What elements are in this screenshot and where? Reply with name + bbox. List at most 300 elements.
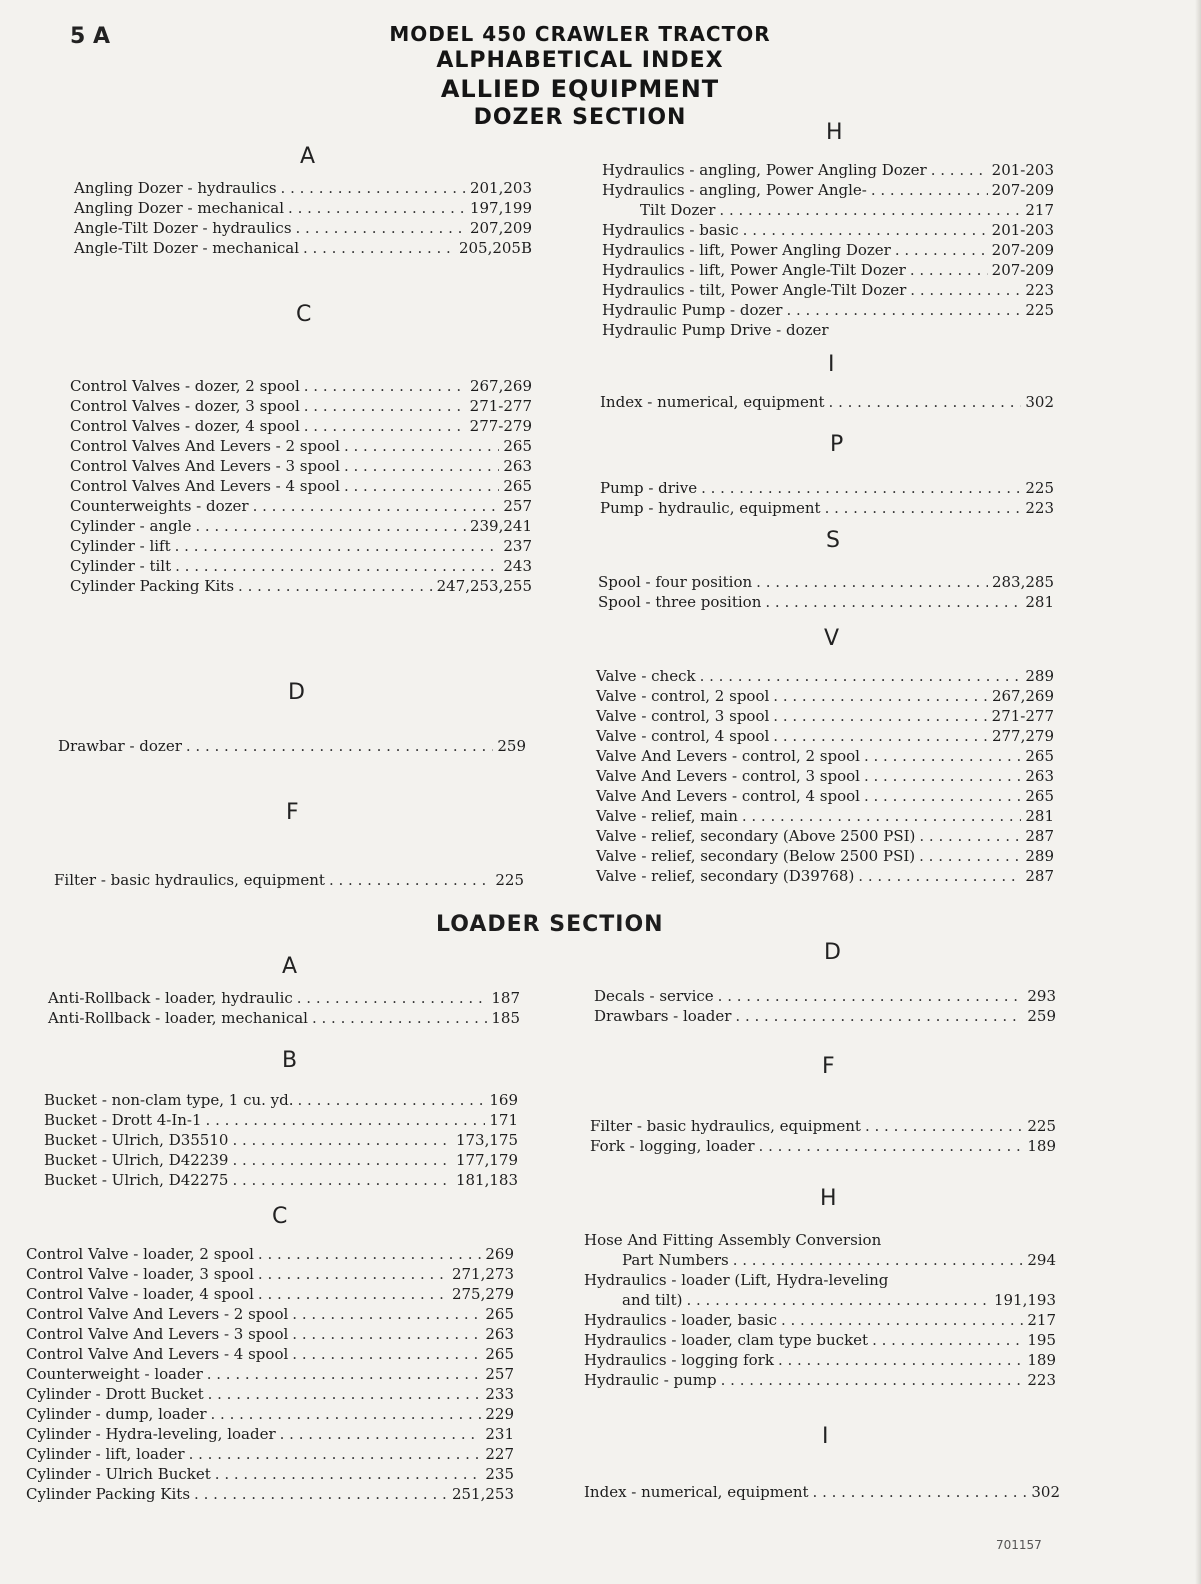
dot-leader	[871, 180, 988, 200]
dot-leader	[700, 666, 1022, 686]
loader-group-h	[584, 1230, 1056, 1390]
index-entry	[26, 1364, 514, 1384]
index-entry	[600, 392, 1054, 412]
dozer-group-f	[54, 870, 524, 890]
entry-label: Bucket - non-clam type, 1 cu. yd.	[44, 1091, 294, 1109]
entry-label: and tilt)	[622, 1291, 683, 1309]
entry-page: 187	[491, 989, 520, 1007]
entry-label: Counterweight - loader	[26, 1365, 203, 1383]
index-entry	[26, 1284, 514, 1304]
dozer-section-title: DOZER SECTION	[473, 105, 687, 130]
entry-page: 225	[1027, 1117, 1056, 1135]
index-entry	[596, 786, 1054, 806]
entry-page: 207-209	[991, 261, 1054, 279]
entry-label: Counterweights - dozer	[70, 497, 249, 515]
dot-leader	[304, 416, 466, 436]
index-entry	[596, 706, 1054, 726]
dot-leader	[281, 178, 466, 198]
index-entry	[602, 280, 1054, 300]
dot-leader	[292, 1324, 481, 1344]
entry-label: Cylinder - Drott Bucket	[26, 1385, 204, 1403]
entry-label: Hydraulics - lift, Power Angling Dozer	[602, 241, 891, 259]
index-entry	[584, 1482, 1060, 1502]
dozer-letter-h: H	[826, 120, 843, 145]
entry-label: Angling Dozer - hydraulics	[74, 179, 277, 197]
index-entry	[600, 498, 1054, 518]
index-entry	[58, 736, 526, 756]
index-entry	[594, 1006, 1056, 1026]
dot-leader	[765, 592, 1021, 612]
index-entry	[596, 686, 1054, 706]
dot-leader	[189, 1444, 482, 1464]
dot-leader	[186, 736, 493, 756]
entry-page: 289	[1025, 667, 1054, 685]
index-entry	[596, 806, 1054, 826]
index-entry	[70, 416, 532, 436]
dot-leader	[175, 536, 500, 556]
dot-leader	[910, 280, 1021, 300]
index-entry	[70, 396, 532, 416]
entry-page: 169	[489, 1091, 518, 1109]
index-entry	[26, 1264, 514, 1284]
dot-leader	[919, 826, 1021, 846]
entry-label: Hydraulics - loader, basic	[584, 1311, 777, 1329]
entry-page: 265	[1025, 787, 1054, 805]
dozer-letter-a: A	[300, 144, 316, 169]
index-entry	[602, 320, 1054, 340]
dot-leader	[232, 1130, 452, 1150]
index-entry	[44, 1170, 518, 1190]
dozer-group-c	[70, 376, 532, 596]
loader-letter-c: C	[272, 1204, 288, 1229]
dot-leader	[781, 1310, 1023, 1330]
index-entry	[596, 866, 1054, 886]
index-entry	[596, 746, 1054, 766]
dot-leader	[258, 1244, 481, 1264]
index-entry	[44, 1150, 518, 1170]
dozer-group-i	[600, 392, 1054, 412]
index-entry	[74, 238, 532, 258]
entry-page: 263	[485, 1325, 514, 1343]
entry-page: 225	[1025, 479, 1054, 497]
entry-label: Valve - check	[596, 667, 696, 685]
index-entry	[26, 1464, 514, 1484]
dot-leader	[329, 870, 491, 890]
entry-page: 225	[1025, 301, 1054, 319]
entry-page: 235	[485, 1465, 514, 1483]
entry-label: Bucket - Ulrich, D42275	[44, 1171, 229, 1189]
index-entry	[70, 556, 532, 576]
index-entry	[598, 572, 1054, 592]
index-entry	[584, 1230, 1056, 1250]
loader-group-f	[590, 1116, 1056, 1156]
index-entry-continuation	[584, 1250, 1056, 1270]
entry-page: 223	[1025, 499, 1054, 517]
dot-leader	[773, 686, 988, 706]
entry-label: Control Valves - dozer, 2 spool	[70, 377, 300, 395]
entry-label: Cylinder - dump, loader	[26, 1405, 207, 1423]
entry-page: 207-209	[991, 241, 1054, 259]
index-entry	[602, 160, 1054, 180]
loader-letter-h: H	[820, 1186, 837, 1211]
entry-page: 217	[1025, 201, 1054, 219]
index-entry	[74, 178, 532, 198]
dozer-letter-s: S	[826, 528, 840, 553]
entry-label: Control Valve - loader, 2 spool	[26, 1245, 254, 1263]
entry-page: 205,205B	[458, 239, 532, 257]
index-entry	[584, 1330, 1056, 1350]
entry-label: Bucket - Ulrich, D35510	[44, 1131, 229, 1149]
dot-leader	[312, 1008, 487, 1028]
dot-leader	[778, 1350, 1023, 1370]
dot-leader	[232, 1170, 452, 1190]
dozer-letter-f: F	[286, 800, 299, 825]
entry-label: Fork - logging, loader	[590, 1137, 755, 1155]
entry-label: Valve And Levers - control, 3 spool	[596, 767, 860, 785]
page-edge-shadow	[1195, 0, 1201, 1584]
entry-label: Cylinder - lift	[70, 537, 171, 555]
entry-page: 267,269	[991, 687, 1054, 705]
dot-leader	[280, 1424, 482, 1444]
entry-label: Control Valve - loader, 4 spool	[26, 1285, 254, 1303]
entry-page: 251,253	[451, 1485, 514, 1503]
dot-leader	[207, 1364, 482, 1384]
entry-label: Drawbar - dozer	[58, 737, 182, 755]
loader-letter-a: A	[282, 954, 298, 979]
entry-label: Control Valve And Levers - 4 spool	[26, 1345, 289, 1363]
dot-leader	[195, 516, 466, 536]
entry-page: 201,203	[469, 179, 532, 197]
entry-label: Hydraulics - loader, clam type bucket	[584, 1331, 869, 1349]
dot-leader	[931, 160, 988, 180]
entry-page: 177,179	[455, 1151, 518, 1169]
index-entry-continuation	[584, 1290, 1056, 1310]
index-entry	[54, 870, 524, 890]
entry-page: 173,175	[455, 1131, 518, 1149]
index-entry	[26, 1444, 514, 1464]
dot-leader	[773, 726, 988, 746]
dot-leader	[292, 1344, 481, 1364]
loader-section-title: LOADER SECTION	[436, 912, 664, 937]
entry-label: Pump - drive	[600, 479, 698, 497]
entry-page: 287	[1025, 827, 1054, 845]
index-entry	[70, 436, 532, 456]
entry-page: 225	[495, 871, 524, 889]
entry-page: 265	[485, 1345, 514, 1363]
entry-label: Anti-Rollback - loader, hydraulic	[48, 989, 293, 1007]
dot-leader	[194, 1484, 448, 1504]
dot-leader	[742, 806, 1022, 826]
entry-page: 207-209	[991, 181, 1054, 199]
index-entry	[584, 1350, 1056, 1370]
entry-label: Control Valve And Levers - 2 spool	[26, 1305, 289, 1323]
entry-label: Bucket - Ulrich, D42239	[44, 1151, 229, 1169]
dozer-group-s	[598, 572, 1054, 612]
entry-label: Hydraulic Pump - dozer	[602, 301, 783, 319]
index-entry	[70, 476, 532, 496]
model-title: MODEL 450 CRAWLER TRACTOR	[389, 22, 771, 46]
dot-leader	[759, 1136, 1024, 1156]
dot-leader	[773, 706, 987, 726]
entry-label: Hydraulics - angling, Power Angling Dozer	[602, 161, 927, 179]
dot-leader	[238, 576, 433, 596]
entry-label: Hose And Fitting Assembly Conversion	[584, 1231, 882, 1249]
entry-page: 287	[1025, 867, 1054, 885]
entry-page: 302	[1031, 1483, 1060, 1501]
entry-page: 277-279	[469, 417, 532, 435]
dozer-letter-i: I	[828, 352, 835, 377]
dot-leader	[208, 1384, 482, 1404]
index-entry	[26, 1484, 514, 1504]
entry-label: Valve - control, 2 spool	[596, 687, 770, 705]
entry-page: 229	[485, 1405, 514, 1423]
index-entry	[44, 1130, 518, 1150]
dot-leader	[864, 746, 1021, 766]
index-entry	[74, 198, 532, 218]
dozer-letter-c: C	[296, 302, 312, 327]
entry-label: Cylinder - lift, loader	[26, 1445, 185, 1463]
dot-leader	[298, 1090, 486, 1110]
entry-label: Filter - basic hydraulics, equipment	[590, 1117, 861, 1135]
entry-label: Anti-Rollback - loader, mechanical	[48, 1009, 308, 1027]
loader-group-i	[584, 1482, 1060, 1502]
entry-page: 185	[491, 1009, 520, 1027]
entry-page: 227	[485, 1445, 514, 1463]
index-entry	[590, 1116, 1056, 1136]
entry-label: Hydraulic - pump	[584, 1371, 717, 1389]
index-entry	[596, 666, 1054, 686]
entry-page: 269	[485, 1245, 514, 1263]
entry-label: Angle-Tilt Dozer - mechanical	[74, 239, 300, 257]
entry-page: 281	[1025, 593, 1054, 611]
document-code: 701157	[996, 1538, 1042, 1552]
dot-leader	[297, 988, 488, 1008]
entry-page: 231	[485, 1425, 514, 1443]
index-entry	[596, 846, 1054, 866]
entry-label: Hydraulics - angling, Power Angle-	[602, 181, 867, 199]
dot-leader	[701, 478, 1021, 498]
entry-page: 237	[503, 537, 532, 555]
entry-page: 191,193	[993, 1291, 1056, 1309]
entry-label: Pump - hydraulic, equipment	[600, 499, 821, 517]
entry-label: Decals - service	[594, 987, 714, 1005]
entry-label: Index - numerical, equipment	[584, 1483, 809, 1501]
dot-leader	[253, 496, 500, 516]
dot-leader	[786, 300, 1021, 320]
loader-letter-f: F	[822, 1054, 835, 1079]
entry-label: Hydraulic Pump Drive - dozer	[602, 321, 829, 339]
entry-page: 197,199	[469, 199, 532, 217]
entry-page: 257	[503, 497, 532, 515]
entry-page: 263	[1025, 767, 1054, 785]
entry-label: Control Valves And Levers - 2 spool	[70, 437, 340, 455]
entry-page: 201-203	[991, 221, 1054, 239]
dot-leader	[292, 1304, 481, 1324]
index-entry	[598, 592, 1054, 612]
entry-label: Part Numbers	[622, 1251, 729, 1269]
entry-label: Hydraulics - loader (Lift, Hydra-leveling	[584, 1271, 889, 1289]
index-entry	[44, 1090, 518, 1110]
entry-label: Spool - four position	[598, 573, 753, 591]
entry-page: 271-277	[991, 707, 1054, 725]
dot-leader	[344, 476, 499, 496]
dot-leader	[304, 396, 466, 416]
entry-label: Cylinder Packing Kits	[26, 1485, 191, 1503]
index-entry	[602, 300, 1054, 320]
entry-label: Control Valves - dozer, 4 spool	[70, 417, 300, 435]
loader-letter-i: I	[822, 1424, 829, 1449]
entry-page: 265	[1025, 747, 1054, 765]
index-entry	[600, 478, 1054, 498]
dot-leader	[743, 220, 988, 240]
entry-page: 275,279	[451, 1285, 514, 1303]
entry-label: Valve And Levers - control, 2 spool	[596, 747, 860, 765]
entry-label: Hydraulics - basic	[602, 221, 739, 239]
dot-leader	[215, 1464, 482, 1484]
index-entry	[70, 516, 532, 536]
entry-page: 195	[1027, 1331, 1056, 1349]
entry-page: 267,269	[469, 377, 532, 395]
index-entry	[590, 1136, 1056, 1156]
entry-page: 259	[497, 737, 526, 755]
dot-leader	[829, 392, 1022, 412]
dot-leader	[895, 240, 988, 260]
dot-leader	[872, 1330, 1023, 1350]
entry-label: Valve - relief, secondary (Below 2500 PSI)	[596, 847, 916, 865]
entry-page: 207,209	[469, 219, 532, 237]
entry-label: Angling Dozer - mechanical	[74, 199, 285, 217]
dozer-group-p	[600, 478, 1054, 518]
index-entry	[26, 1304, 514, 1324]
loader-letter-d: D	[824, 940, 841, 965]
entry-page: 223	[1025, 281, 1054, 299]
entry-label: Bucket - Drott 4-In-1	[44, 1111, 202, 1129]
loader-group-c	[26, 1244, 514, 1504]
entry-page: 181,183	[455, 1171, 518, 1189]
dozer-group-v	[596, 666, 1054, 886]
entry-page: 189	[1027, 1137, 1056, 1155]
entry-page: 217	[1027, 1311, 1056, 1329]
dot-leader	[258, 1264, 448, 1284]
entry-label: Control Valves And Levers - 3 spool	[70, 457, 340, 475]
dozer-letter-v: V	[824, 626, 840, 651]
allied-title: ALLIED EQUIPMENT	[440, 75, 720, 103]
index-entry	[584, 1370, 1056, 1390]
loader-group-d	[594, 986, 1056, 1026]
dozer-letter-p: P	[830, 432, 844, 457]
dozer-group-a	[74, 178, 532, 258]
index-entry	[26, 1244, 514, 1264]
dot-leader	[825, 498, 1022, 518]
index-entry	[596, 826, 1054, 846]
entry-label: Tilt Dozer	[640, 201, 716, 219]
entry-page: 271-277	[469, 397, 532, 415]
index-entry	[26, 1384, 514, 1404]
entry-label: Hydraulics - logging fork	[584, 1351, 774, 1369]
entry-label: Cylinder - Ulrich Bucket	[26, 1465, 211, 1483]
entry-page: 277,279	[991, 727, 1054, 745]
entry-page: 265	[485, 1305, 514, 1323]
dot-leader	[733, 1250, 1024, 1270]
entry-label: Hydraulics - tilt, Power Angle-Tilt Dozer	[602, 281, 907, 299]
entry-label: Control Valve And Levers - 3 spool	[26, 1325, 289, 1343]
index-entry	[602, 220, 1054, 240]
entry-page: 294	[1027, 1251, 1056, 1269]
entry-page: 283,285	[991, 573, 1054, 591]
entry-label: Cylinder - angle	[70, 517, 192, 535]
dot-leader	[686, 1290, 989, 1310]
entry-label: Filter - basic hydraulics, equipment	[54, 871, 325, 889]
dot-leader	[864, 766, 1021, 786]
entry-label: Cylinder Packing Kits	[70, 577, 235, 595]
index-entry	[602, 260, 1054, 280]
index-entry-continuation	[602, 200, 1054, 220]
index-entry	[26, 1404, 514, 1424]
index-entry	[596, 726, 1054, 746]
dot-leader	[858, 866, 1021, 886]
index-entry	[44, 1110, 518, 1130]
dot-leader	[735, 1006, 1023, 1026]
dot-leader	[813, 1482, 1028, 1502]
dot-leader	[232, 1150, 452, 1170]
entry-page: 302	[1025, 393, 1054, 411]
dot-leader	[211, 1404, 482, 1424]
dot-leader	[175, 556, 499, 576]
index-entry	[74, 218, 532, 238]
entry-page: 259	[1027, 1007, 1056, 1025]
index-entry	[70, 456, 532, 476]
index-entry	[584, 1270, 1056, 1290]
index-entry	[594, 986, 1056, 1006]
dot-leader	[719, 200, 1021, 220]
dot-leader	[344, 436, 499, 456]
index-entry	[602, 240, 1054, 260]
entry-page: 247,253,255	[436, 577, 532, 595]
entry-label: Index - numerical, equipment	[600, 393, 825, 411]
loader-group-a	[48, 988, 520, 1028]
page-number: 5 A	[70, 24, 110, 49]
dozer-letter-d: D	[288, 680, 305, 705]
entry-page: 189	[1027, 1351, 1056, 1369]
index-title: ALPHABETICAL INDEX	[436, 48, 724, 73]
dot-leader	[865, 1116, 1023, 1136]
entry-label: Control Valve - loader, 3 spool	[26, 1265, 254, 1283]
index-entry	[70, 536, 532, 556]
dot-leader	[206, 1110, 486, 1130]
loader-letter-b: B	[282, 1048, 298, 1073]
index-entry	[70, 376, 532, 396]
dot-leader	[864, 786, 1021, 806]
dot-leader	[258, 1284, 448, 1304]
index-entry	[584, 1310, 1056, 1330]
index-entry	[26, 1424, 514, 1444]
entry-page: 257	[485, 1365, 514, 1383]
dozer-group-d	[58, 736, 526, 756]
entry-page: 271,273	[451, 1265, 514, 1283]
entry-page: 201-203	[991, 161, 1054, 179]
page-header	[300, 22, 860, 130]
entry-label: Hydraulics - lift, Power Angle-Tilt Dozer	[602, 261, 906, 279]
entry-page: 281	[1025, 807, 1054, 825]
entry-page: 243	[503, 557, 532, 575]
entry-label: Control Valves And Levers - 4 spool	[70, 477, 340, 495]
entry-page: 265	[503, 477, 532, 495]
loader-group-b	[44, 1090, 518, 1190]
dot-leader	[288, 198, 466, 218]
entry-label: Valve - relief, secondary (Above 2500 PSI)	[596, 827, 916, 845]
entry-label: Valve And Levers - control, 4 spool	[596, 787, 860, 805]
entry-label: Drawbars - loader	[594, 1007, 732, 1025]
